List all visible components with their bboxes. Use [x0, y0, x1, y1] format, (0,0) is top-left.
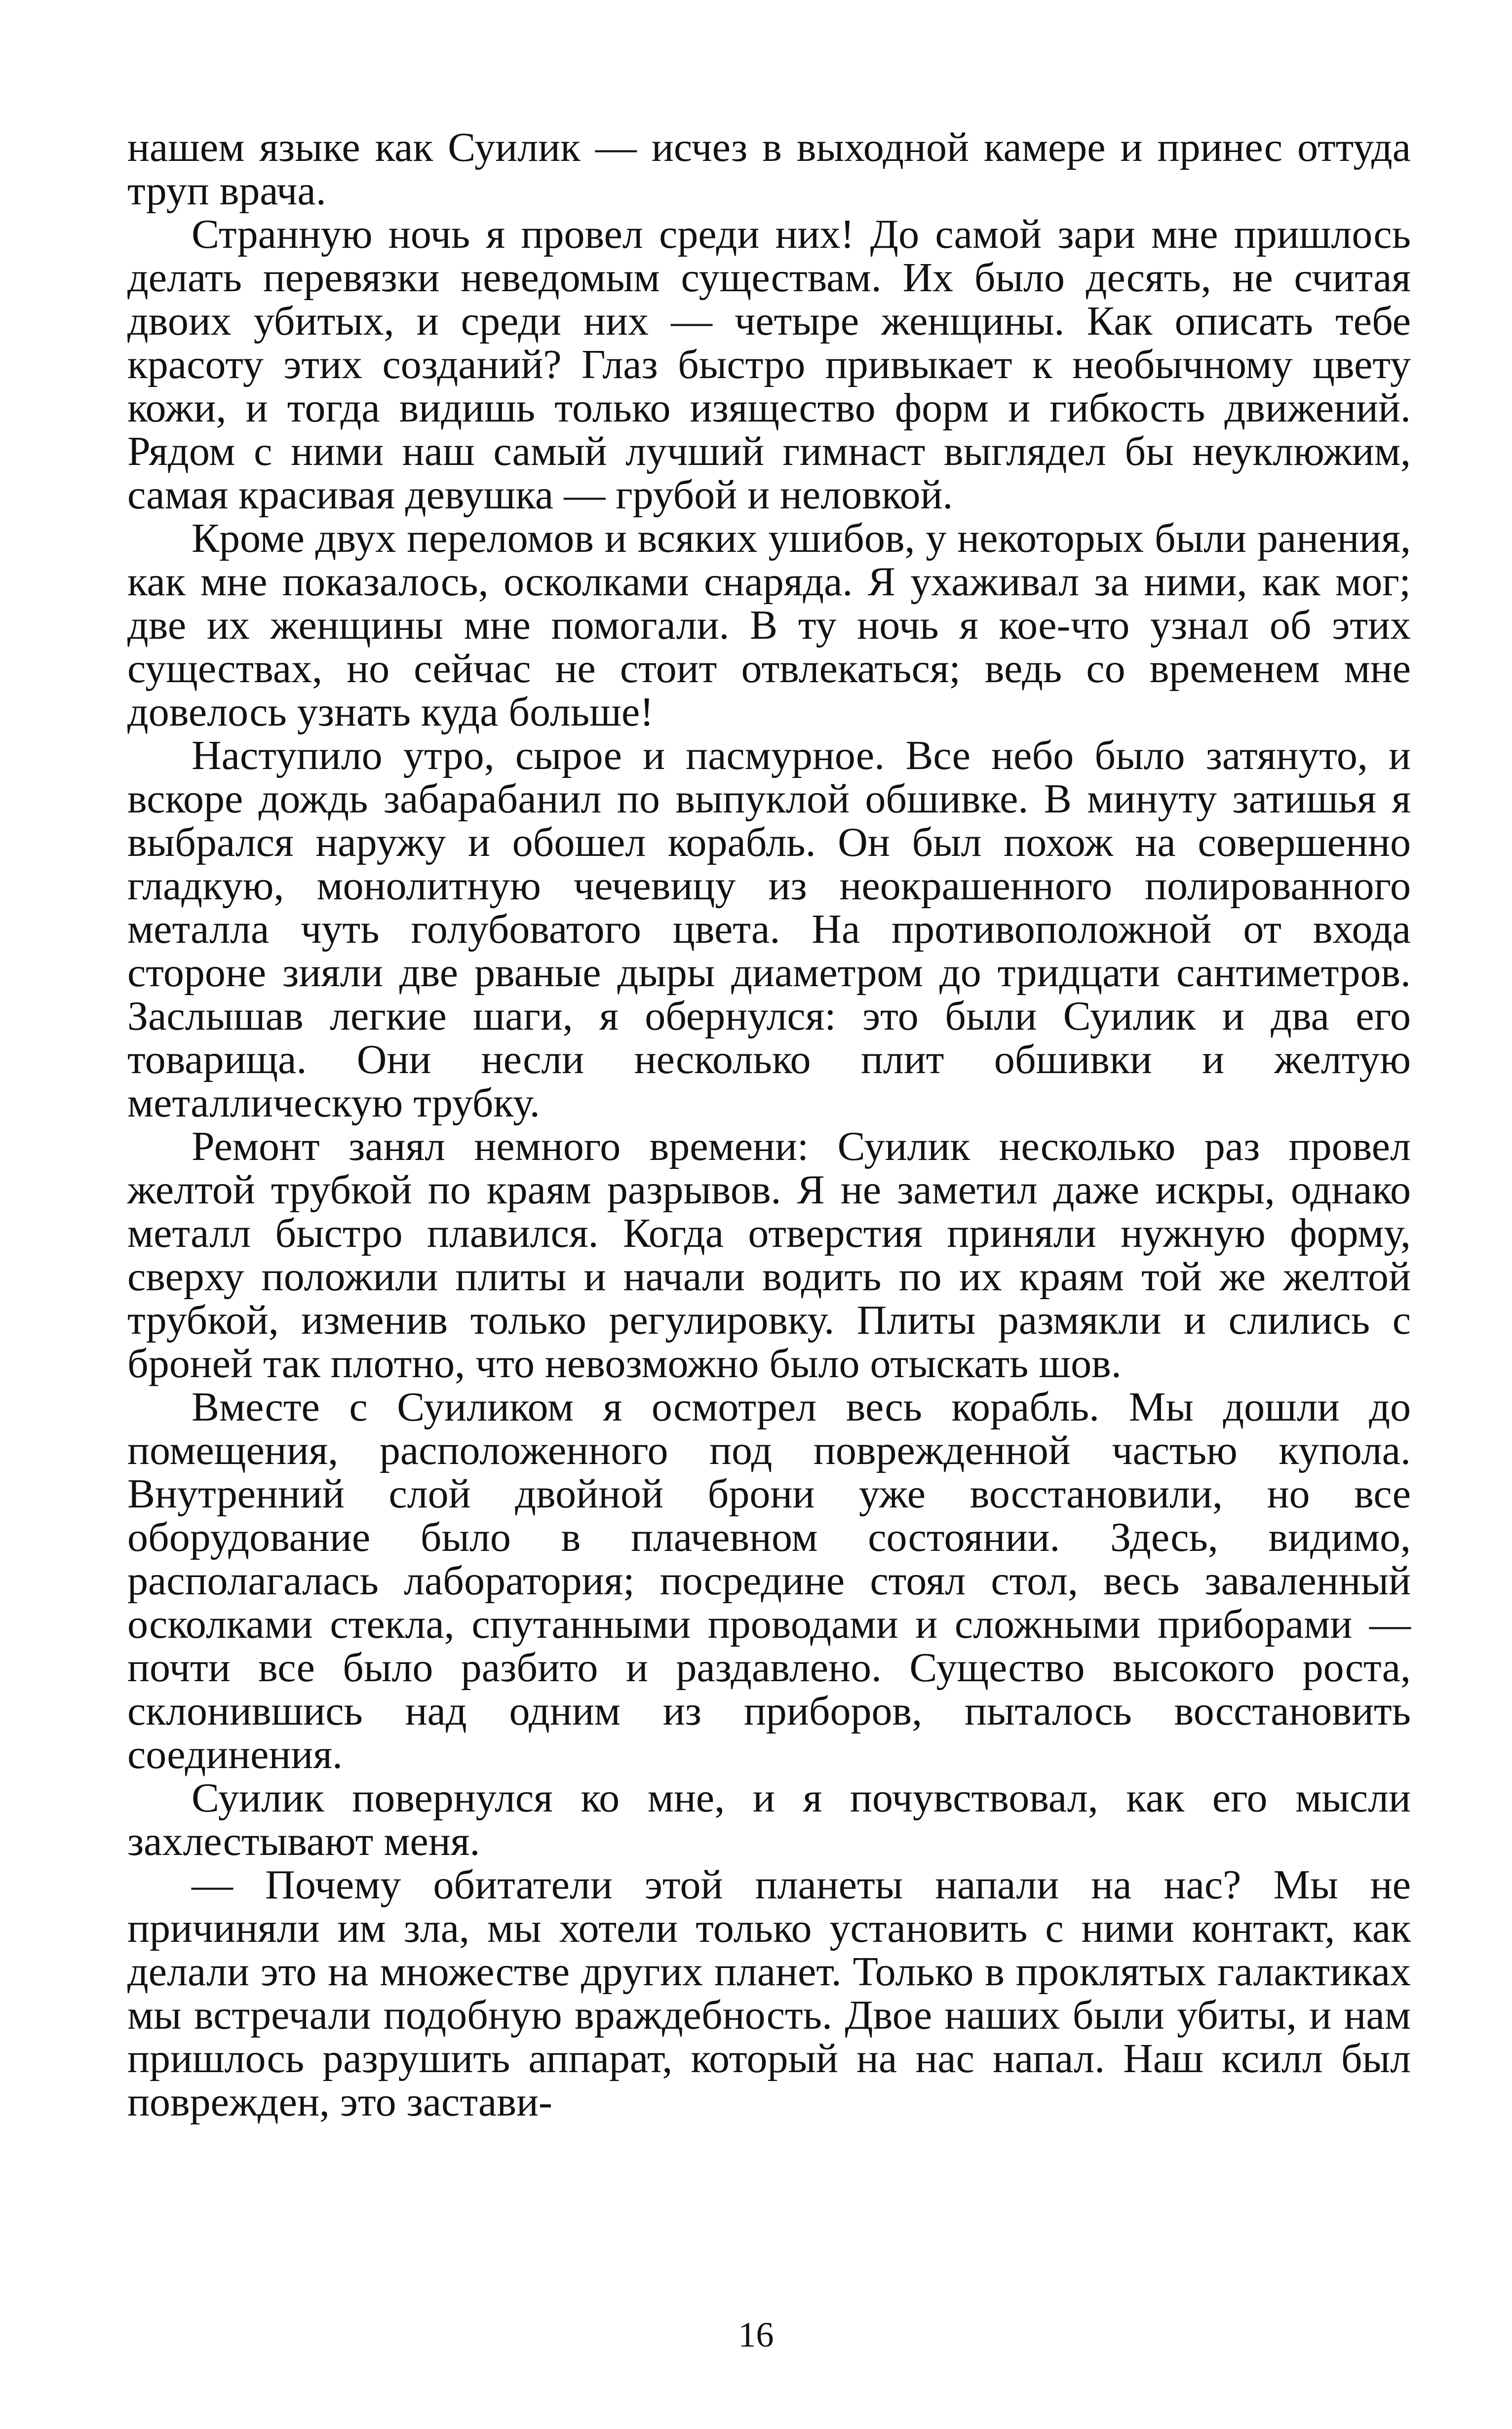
paragraph-3: Кроме двух переломов и всяких ушибов, у некоторых были ранения, как мне показалось, осколками снаряда. Я ухаживал за ними, как мог; две их женщины мне помогали. В ту ночь я кое-что узнал об этих существах, но сейчас не стоит отвлекаться; ведь со временем мне довелось узнать куда больше!	[127, 515, 1411, 735]
paragraph-4: Наступило утро, сырое и пасмурное. Все небо было затянуто, и вскоре дождь забарабанил по выпуклой обшивке. В минуту затишья я выбрался наружу и обошел корабль. Он был похож на совершенно гладкую, монолитную чечевицу из неокрашенного полированного металла чуть голубоватого цвета. На противоположной от входа стороне зияли две рваные дыры диаметром до тридцати сантиметров. Заслышав легкие шаги, я обернулся: это были Суилик и два его товарища. Они несли несколько плит обшивки и желтую металлическую трубку.	[127, 733, 1411, 1126]
paragraph-1: нашем языке как Суилик — исчез в выходной камере и принес оттуда труп врача.	[127, 124, 1411, 214]
book-page-text	[127, 126, 1411, 2124]
paragraph-7: Суилик повернулся ко мне, и я почувствовал, как его мысли захлестывают меня.	[127, 1775, 1411, 1864]
paragraph-2: Странную ночь я провел среди них! До самой зари мне пришлось делать перевязки неведомым существам. Их было десять, не считая двоих убитых, и среди них — четыре женщины. Как описать тебе красоту этих созданий? Глаз быстро привыкает к необычному цвету кожи, и тогда видишь только изящество форм и гибкость движений. Рядом с ними наш самый лучший гимнаст выглядел бы неуклюжим, самая красивая девушка — грубой и неловкой.	[127, 211, 1411, 518]
paragraph-6: Вместе с Суиликом я осмотрел весь корабль. Мы дошли до помещения, расположенного под поврежденной частью купола. Внутренний слой двойной брони уже восстановили, но все оборудование было в плачевном состоянии. Здесь, видимо, располагалась лаборатория; посредине стоял стол, весь заваленный осколками стекла, спутанными проводами и сложными приборами — почти все было разбито и раздавлено. Существо высокого роста, склонившись над одним из приборов, пыталось восстановить соединения.	[127, 1384, 1411, 1777]
page-number: 16	[738, 2315, 774, 2354]
paragraph-8: — Почему обитатели этой планеты напали на нас? Мы не причиняли им зла, мы хотели только установить с ними контакт, как делали это на множестве других планет. Только в проклятых галактиках мы встречали подобную враждебность. Двое наших были убиты, и нам пришлось разрушить аппарат, который на нас напал. Наш ксилл был поврежден, это застави-	[127, 1862, 1411, 2125]
paragraph-5: Ремонт занял немного времени: Суилик несколько раз провел желтой трубкой по краям разрывов. Я не заметил даже искры, однако металл быстро плавился. Когда отверстия приняли нужную форму, сверху положили плиты и начали водить по их краям той же желтой трубкой, изменив только регулировку. Плиты размякли и слились с броней так плотно, что невозможно было отыскать шов.	[127, 1123, 1411, 1387]
